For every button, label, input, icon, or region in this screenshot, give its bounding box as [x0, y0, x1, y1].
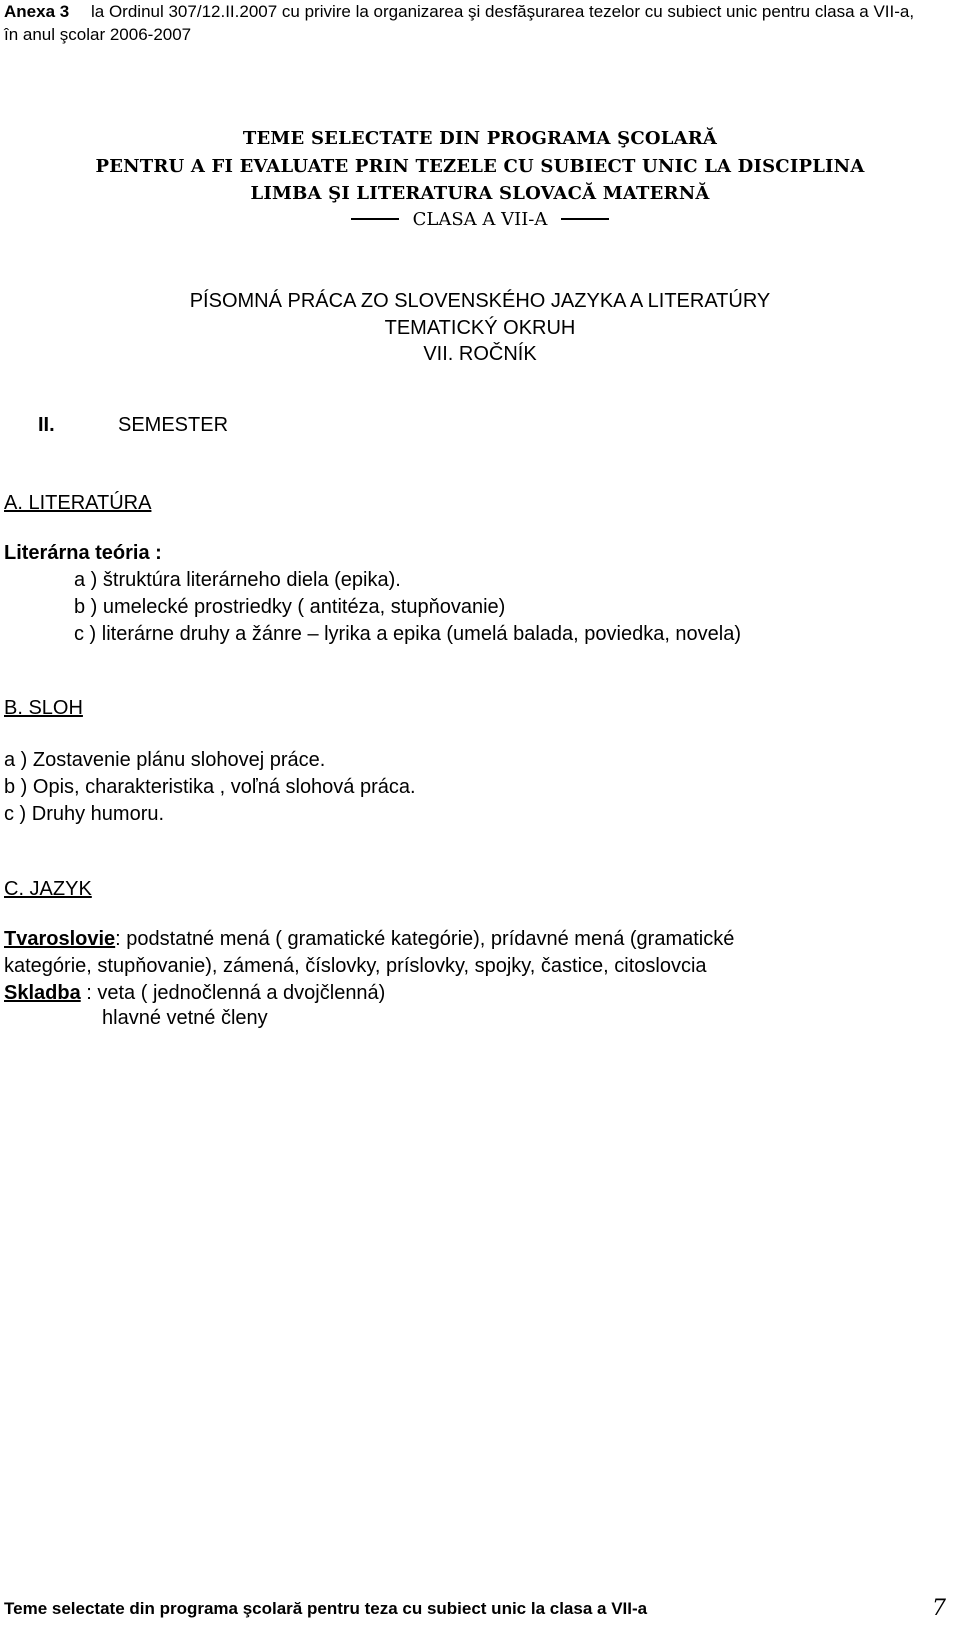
slovak-title-line-1: PÍSOMNÁ PRÁCA ZO SLOVENSKÉHO JAZYKA A LITERATÚRY	[189, 290, 771, 312]
right-dash	[561, 218, 609, 220]
morphology-text-1: : podstatné mená ( gramatické kategórie), prídavné mená (gramatické	[115, 928, 735, 950]
semester-word: SEMESTER	[118, 414, 229, 436]
morphology-label: Tvaroslovie	[4, 928, 116, 950]
section-b-item: a ) Zostavenie plánu slohovej práce.	[4, 749, 326, 771]
morphology-line-2: kategórie, stupňovanie), zámená, číslovky, príslovky, spojky, častice, citoslovcia	[4, 955, 707, 977]
morphology-line-1	[4, 928, 734, 951]
syntax-line	[4, 982, 385, 1005]
literary-theory-heading: Literárna teória :	[4, 542, 162, 564]
title-line-3: LIMBA ŞI LITERATURA SLOVACĂ MATERNĂ	[250, 183, 710, 204]
left-dash	[351, 218, 399, 220]
slovak-title-line-3: VII. ROČNÍK	[423, 343, 537, 365]
section-a-heading: A. LITERATÚRA	[4, 492, 152, 514]
title-line-1: TEME SELECTATE DIN PROGRAMA ŞCOLARĂ	[242, 128, 718, 149]
section-a-item: b ) umelecké prostriedky ( antitéza, stupňovanie)	[74, 596, 506, 618]
section-c-heading: C. JAZYK	[4, 878, 92, 900]
section-b-heading: B. SLOH	[4, 697, 83, 719]
syntax-label: Skladba	[4, 982, 81, 1004]
annex-label: Anexa 3	[4, 2, 70, 21]
class-label: CLASA A VII-A	[412, 209, 548, 230]
header-school-year: în anul şcolar 2006-2007	[4, 25, 192, 44]
slovak-title-line-2: TEMATICKÝ OKRUH	[384, 317, 576, 339]
footer-text: Teme selectate din programa şcolară pentru teza cu subiect unic la clasa a VII-a	[4, 1599, 648, 1618]
page-number: 7	[932, 1596, 946, 1621]
section-b-item: c ) Druhy humoru.	[4, 803, 165, 825]
syntax-line-2: hlavné vetné členy	[102, 1007, 268, 1029]
class-line	[0, 209, 960, 230]
syntax-text: : veta ( jednočlenná a dvojčlenná)	[80, 982, 386, 1004]
section-a-item: a ) štruktúra literárneho diela (epika).	[74, 569, 401, 591]
section-a-item: c ) literárne druhy a žánre – lyrika a epika (umelá balada, poviedka, novela)	[74, 623, 742, 645]
header-order-line: la Ordinul 307/12.II.2007 cu privire la organizarea şi desfăşurarea tezelor cu subiect unic pentru clasa a VII-a,	[91, 2, 915, 21]
semester-number: II.	[38, 414, 55, 436]
title-line-2: PENTRU A FI EVALUATE PRIN TEZELE CU SUBIECT UNIC LA DISCIPLINA	[95, 156, 865, 177]
section-b-item: b ) Opis, charakteristika , voľná slohová práca.	[4, 776, 416, 798]
